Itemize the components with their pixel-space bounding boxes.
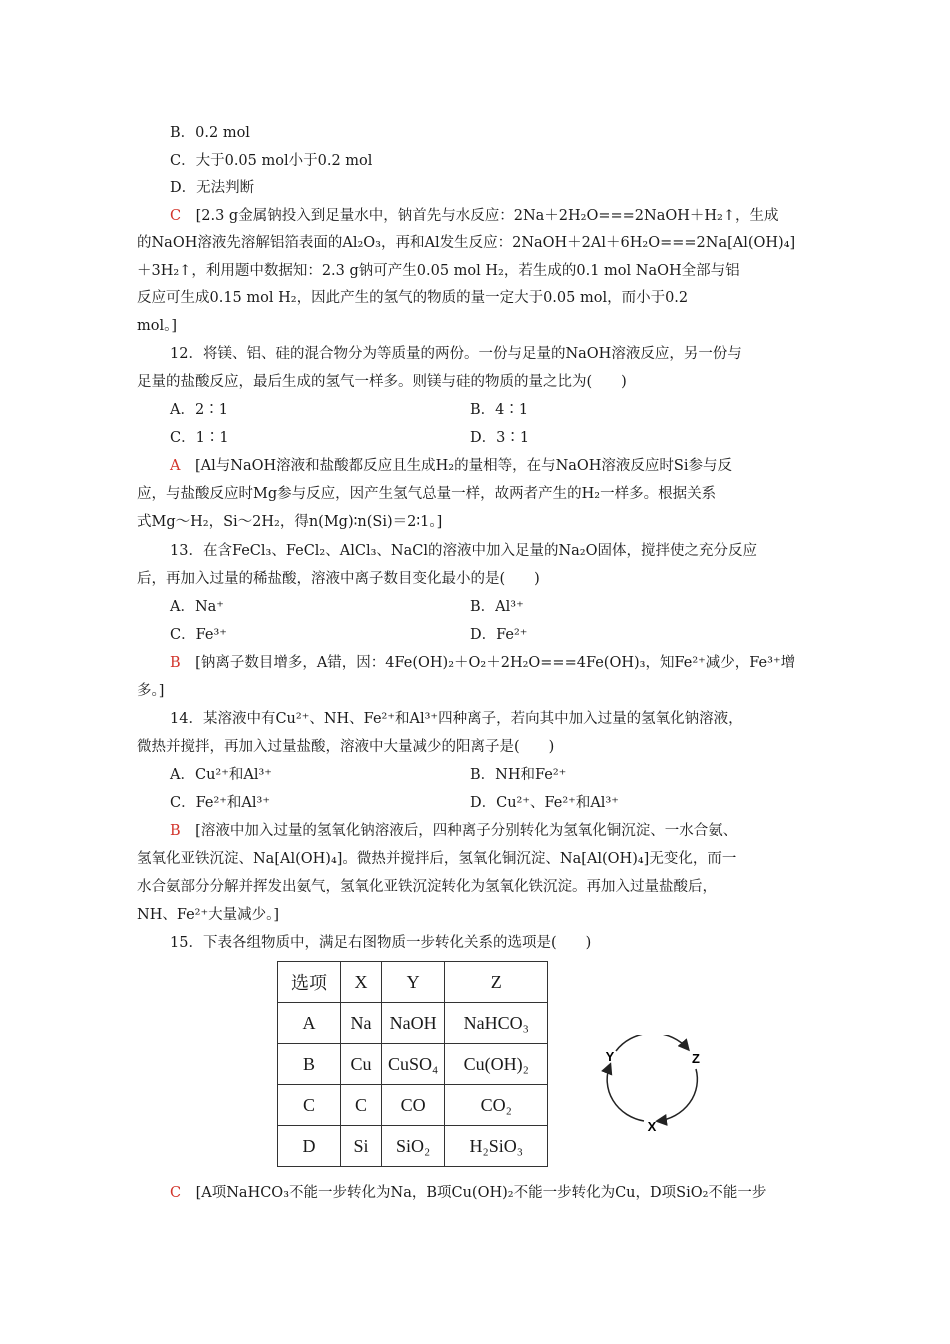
q13-option-d: D．Fe²⁺ — [470, 627, 528, 643]
table-cell: CuSO₄ — [382, 1044, 445, 1085]
q13-option-b: B．Al³⁺ — [470, 599, 524, 615]
q15-stem: 15．下表各组物质中，满足右图物质一步转化关系的选项是( ) — [170, 935, 592, 951]
q14-stem-line1: 14．某溶液中有Cu²⁺、NH、Fe²⁺和Al³⁺四种离子，若向其中加入过量的氢氧化钠溶液， — [170, 711, 743, 727]
q11-explanation-line2: 的NaOH溶液先溶解铝箔表面的Al₂O₃，再和Al发生反应：2NaOH＋2Al＋6H₂O===2Na[Al(OH)₄] — [137, 235, 796, 251]
q13-stem-line2: 后，再加入过量的稀盐酸，溶液中离子数目变化最小的是( ) — [137, 571, 540, 587]
q11-explanation-line5: mol。] — [137, 318, 178, 334]
q13-explanation-line2: 多。] — [137, 683, 165, 699]
q13-stem-line1: 13．在含FeCl₃、FeCl₂、AlCl₃、NaCl的溶液中加入足量的Na₂O固体，搅拌使之充分反应 — [170, 543, 757, 559]
table-cell: Si — [341, 1126, 382, 1167]
q12-option-a: A．2∶1 — [170, 402, 228, 418]
q15-explanation-line1: C [A项NaHCO₃不能一步转化为Na，B项Cu(OH)₂不能一步转化为Cu，D项SiO₂不能一步 — [170, 1185, 767, 1201]
table-cell: B — [278, 1044, 341, 1085]
q15-options-table — [277, 961, 548, 1167]
q13-option-c: C．Fe³⁺ — [170, 627, 227, 643]
q13-explanation-line1: B [钠离子数目增多，A错，因：4Fe(OH)₂＋O₂＋2H₂O===4Fe(OH)₃，知Fe²⁺减少，Fe³⁺增 — [170, 655, 796, 671]
table-cell: NaOH — [382, 1003, 445, 1044]
table-row — [278, 1003, 548, 1044]
table-cell: Na — [341, 1003, 382, 1044]
table-header-cell: Y — [382, 962, 445, 1003]
table-row — [278, 1126, 548, 1167]
table-cell: Cu(OH)₂ — [445, 1044, 548, 1085]
table-cell: A — [278, 1003, 341, 1044]
q12-explanation-line1: A [Al与NaOH溶液和盐酸都反应且生成H₂的量相等，在与NaOH溶液反应时Si参与反 — [170, 458, 733, 474]
table-cell: NaHCO₃ — [445, 1003, 548, 1044]
q11-option-b: B．0.2 mol — [170, 125, 250, 141]
q14-explanation-line2: 氢氧化亚铁沉淀、Na[Al(OH)₄]。微热并搅拌后，氢氧化铜沉淀、Na[Al(OH)₄]无变化，而一 — [137, 851, 737, 867]
q12-stem-line1: 12．将镁、铝、硅的混合物分为等质量的两份。一份与足量的NaOH溶液反应，另一份与 — [170, 346, 742, 362]
q14-option-d: D．Cu²⁺、Fe²⁺和Al³⁺ — [470, 795, 619, 811]
table-cell: CO — [382, 1085, 445, 1126]
q11-explanation-line4: 反应可生成0.15 mol H₂，因此产生的氢气的物质的量一定大于0.05 mol，而小于0.2 — [137, 290, 689, 306]
q14-option-b: B．NH和Fe²⁺ — [470, 767, 567, 783]
table-cell: H₂SiO₃ — [445, 1126, 548, 1167]
q14-answer: B — [170, 823, 181, 839]
q14-option-a: A．Cu²⁺和Al³⁺ — [170, 767, 272, 783]
q12-option-b: B．4∶1 — [470, 402, 529, 418]
q12-option-d: D．3∶1 — [470, 430, 530, 446]
table-cell: CO₂ — [445, 1085, 548, 1126]
node-y-label: Y — [605, 1049, 615, 1064]
q12-option-c: C．1∶1 — [170, 430, 229, 446]
transformation-cycle-diagram — [600, 1035, 715, 1135]
q11-explanation-line3: ＋3H₂↑，利用题中数据知：2.3 g钠可产生0.05 mol H₂，若生成的0.1 mol NaOH全部与铝 — [137, 263, 740, 279]
arrow-y-to-z — [616, 1035, 688, 1051]
q14-explanation-line4: NH、Fe²⁺大量减少。] — [137, 907, 280, 923]
table-header-cell: Z — [445, 962, 548, 1003]
table-cell: C — [341, 1085, 382, 1126]
table-cell: Cu — [341, 1044, 382, 1085]
arrow-z-to-x — [658, 1069, 697, 1121]
table-row — [278, 1044, 548, 1085]
node-x-label: X — [647, 1119, 657, 1134]
q15-answer: C — [170, 1185, 182, 1201]
table-header-cell: 选项 — [278, 962, 341, 1003]
table-row — [278, 1085, 548, 1126]
q12-explanation-line2: 应，与盐酸反应时Mg参与反应，因产生氢气总量一样，故两者产生的H₂一样多。根据关系 — [137, 486, 717, 502]
q11-option-c: C．大于0.05 mol小于0.2 mol — [170, 153, 373, 169]
q12-explanation-line3: 式Mg～H₂，Si～2H₂，得n(Mg)∶n(Si)＝2∶1。] — [137, 514, 443, 530]
table-cell: SiO₂ — [382, 1126, 445, 1167]
q12-stem-line2: 足量的盐酸反应，最后生成的氢气一样多。则镁与硅的物质的量之比为( ) — [137, 374, 627, 390]
table-header-row — [278, 962, 548, 1003]
q11-explanation-line1: C [2.3 g金属钠投入到足量水中，钠首先与水反应：2Na＋2H₂O===2NaOH＋H₂↑，生成 — [170, 208, 779, 224]
q14-explanation-line3: 水合氨部分分解并挥发出氨气，氢氧化亚铁沉淀转化为氢氧化铁沉淀。再加入过量盐酸后， — [137, 879, 717, 895]
table-header-cell: X — [341, 962, 382, 1003]
q14-explanation-line1: B [溶液中加入过量的氢氧化钠溶液后，四种离子分别转化为氢氧化铜沉淀、一水合氨、 — [170, 823, 738, 839]
q13-option-a: A．Na⁺ — [170, 599, 224, 615]
q11-answer: C — [170, 208, 182, 224]
q14-stem-line2: 微热并搅拌，再加入过量盐酸，溶液中大量减少的阳离子是( ) — [137, 739, 555, 755]
arrow-x-to-y — [607, 1065, 644, 1121]
q14-option-c: C．Fe²⁺和Al³⁺ — [170, 795, 270, 811]
q11-option-d: D．无法判断 — [170, 180, 255, 196]
table-cell: C — [278, 1085, 341, 1126]
q12-answer: A — [170, 458, 181, 474]
node-z-label: Z — [692, 1051, 700, 1066]
q13-answer: B — [170, 655, 181, 671]
table-cell: D — [278, 1126, 341, 1167]
